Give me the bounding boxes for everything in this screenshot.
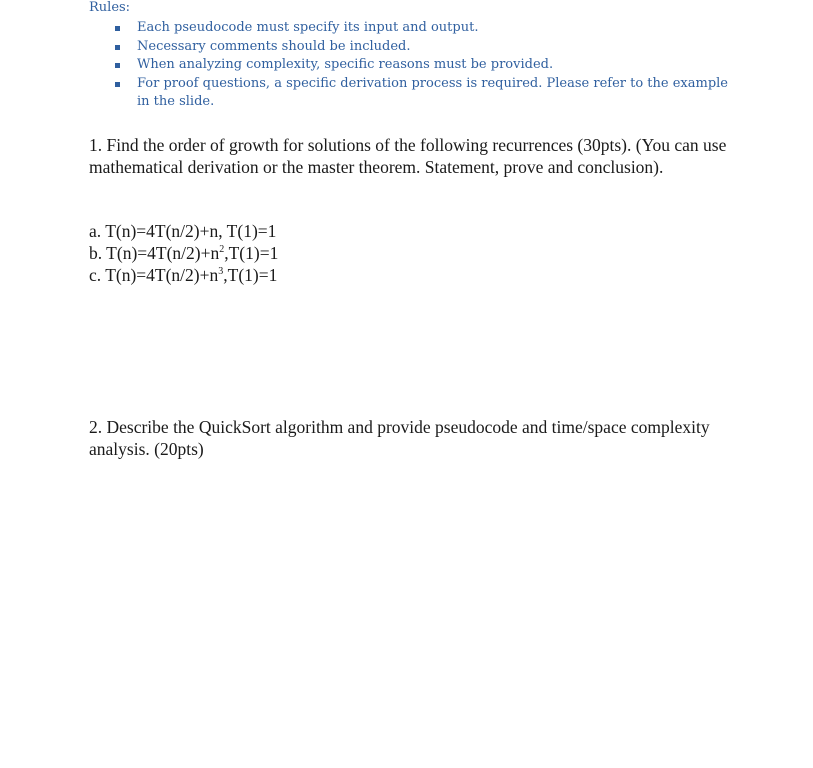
rule-text: Necessary comments should be included. xyxy=(137,38,411,54)
square-bullet-icon xyxy=(115,26,120,31)
recurrence-a xyxy=(89,220,278,242)
recurrence-b-main: b. T(n)=4T(n/2)+n xyxy=(89,243,220,263)
rule-text: For proof questions, a specific derivation process is required. Please refer to the example in the slide. xyxy=(137,75,728,109)
question-1-text: 1. Find the order of growth for solutions of the following recurrences (30pts). (You can use mathematical derivation or the master theorem. Statement, prove and conclusion). xyxy=(89,135,727,177)
recurrence-c-exponent: 3 xyxy=(218,266,224,277)
rule-text: When analyzing complexity, specific reasons must be provided. xyxy=(137,57,554,72)
rule-item xyxy=(112,56,732,75)
square-bullet-icon xyxy=(115,82,120,87)
rules-list xyxy=(112,19,732,112)
recurrence-b-tail: ,T(1)=1 xyxy=(224,243,279,263)
rule-text: Each pseudocode must specify its input and output. xyxy=(137,20,479,35)
recurrence-c-tail: ,T(1)=1 xyxy=(223,265,278,285)
recurrence-a-text: a. T(n)=4T(n/2)+n, T(1)=1 xyxy=(89,221,277,241)
square-bullet-icon xyxy=(115,45,120,50)
rule-item xyxy=(112,19,732,38)
rule-item xyxy=(112,38,732,57)
recurrence-b-exponent: 2 xyxy=(219,244,225,255)
square-bullet-icon xyxy=(115,63,120,68)
recurrence-c-main: c. T(n)=4T(n/2)+n xyxy=(89,265,219,285)
recurrence-c xyxy=(89,264,278,286)
rules-heading: Rules: xyxy=(89,0,131,15)
rule-item xyxy=(112,75,732,112)
question-2-text: 2. Describe the QuickSort algorithm and provide pseudocode and time/space complexity analysis. (20pts) xyxy=(89,417,710,459)
recurrence-list xyxy=(89,220,278,286)
recurrence-b xyxy=(89,242,278,264)
